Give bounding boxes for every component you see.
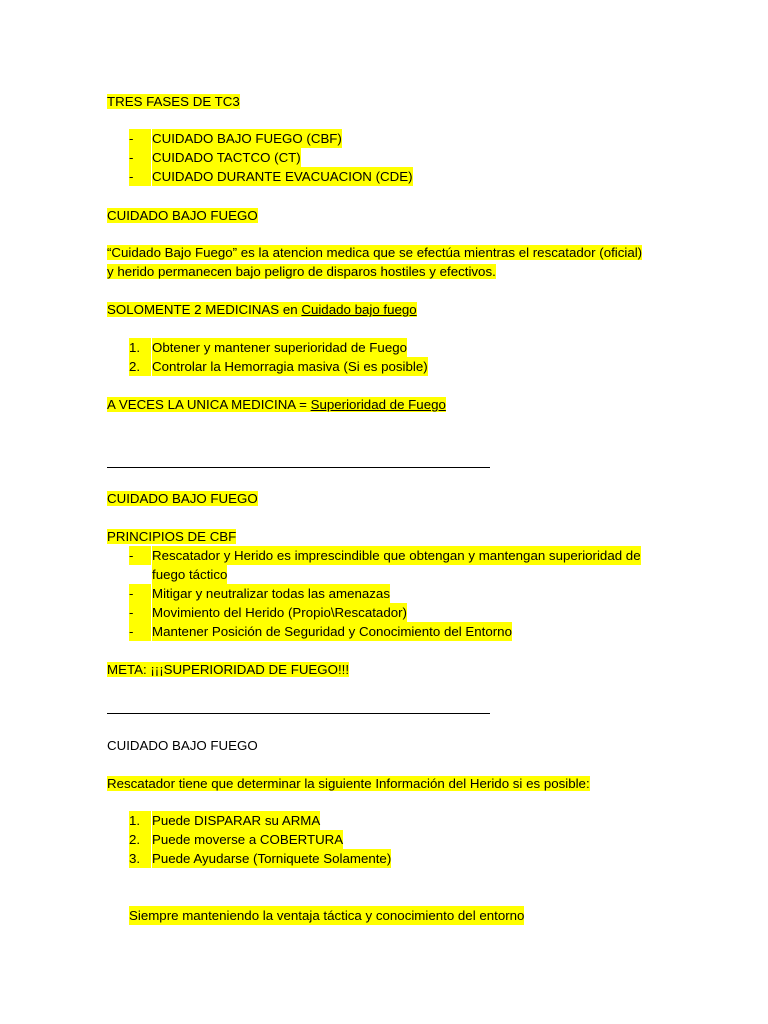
section2-heading: CUIDADO BAJO FUEGO	[107, 208, 258, 223]
definition-line-1: “Cuidado Bajo Fuego” es la atencion medica que se efectúa mientras el rescatador (oficial)	[107, 245, 643, 260]
list-item: - Rescatador y Herido es imprescindible que obtengan y mantengan superioridad de	[129, 548, 641, 563]
list-item-continuation: fuego táctico	[152, 567, 228, 582]
list-item: 2. Puede moverse a COBERTURA	[129, 832, 344, 847]
horizontal-rule	[107, 467, 490, 468]
list-item: - Movimiento del Herido (Propio\Rescatador)	[129, 605, 407, 620]
unica-medicina-line: A VECES LA UNICA MEDICINA = Superioridad de Fuego	[107, 397, 446, 412]
medicinas-underlined: Cuidado bajo fuego	[301, 302, 417, 317]
horizontal-rule	[107, 713, 490, 714]
list-item: - Mantener Posición de Seguridad y Conocimiento del Entorno	[129, 624, 512, 639]
list-item: - CUIDADO TACTCO (CT)	[129, 150, 301, 165]
medicinas-line: SOLOMENTE 2 MEDICINAS en Cuidado bajo fuego	[107, 302, 417, 317]
list-item: 1. Puede DISPARAR su ARMA	[129, 813, 321, 828]
section3-heading: CUIDADO BAJO FUEGO	[107, 491, 258, 506]
list-item: 2. Controlar la Hemorragia masiva (Si es posible)	[129, 359, 428, 374]
unica-underlined: Superioridad de Fuego	[310, 397, 446, 412]
list-item: 3. Puede Ayudarse (Torniquete Solamente)	[129, 851, 392, 866]
closing-line: Siempre manteniendo la ventaja táctica y conocimiento del entorno	[129, 908, 525, 923]
list-item: 1. Obtener y mantener superioridad de Fuego	[129, 340, 408, 355]
meta-line: META: ¡¡¡SUPERIORIDAD DE FUEGO!!!	[107, 662, 350, 677]
definition-line-2: y herido permanecen bajo peligro de disparos hostiles y efectivos.	[107, 264, 496, 279]
list-item: - CUIDADO BAJO FUEGO (CBF)	[129, 131, 342, 146]
section3-subheading: PRINCIPIOS DE CBF	[107, 529, 237, 544]
list-item: - Mitigar y neutralizar todas las amenazas	[129, 586, 390, 601]
section1-title: TRES FASES DE TC3	[107, 94, 240, 109]
section4-intro: Rescatador tiene que determinar la siguiente Información del Herido si es posible:	[107, 776, 590, 791]
list-item: - CUIDADO DURANTE EVACUACION (CDE)	[129, 169, 413, 184]
section4-heading: CUIDADO BAJO FUEGO	[107, 738, 258, 753]
